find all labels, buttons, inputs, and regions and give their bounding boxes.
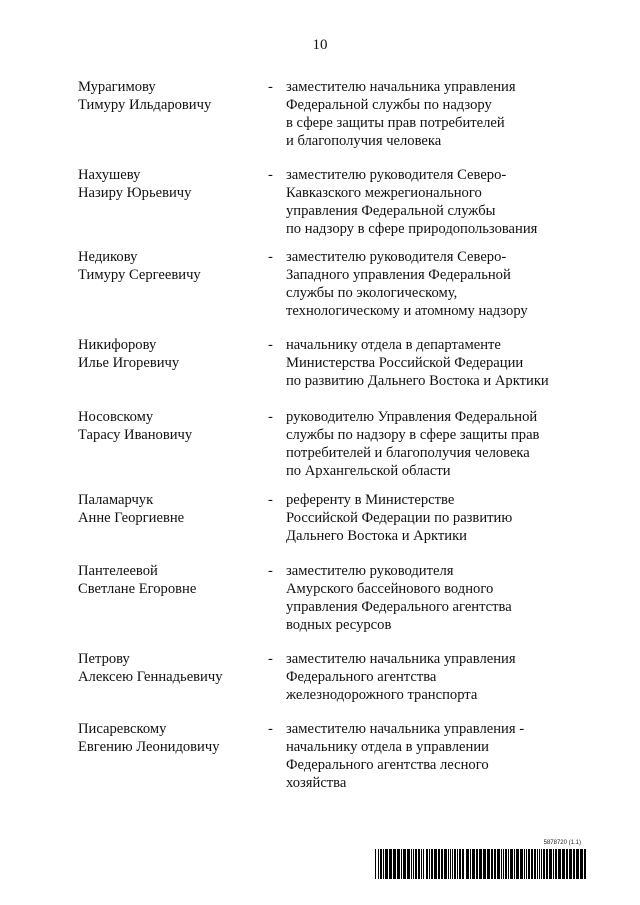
appointee-name	[78, 562, 268, 634]
appointee-position	[286, 336, 576, 390]
name-line: Тимуру Ильдаровичу	[78, 97, 212, 113]
position-line: начальнику отдела в управлении	[286, 739, 489, 755]
appointee-entry	[78, 408, 576, 480]
position-line: по развитию Дальнего Востока и Арктики	[286, 373, 549, 389]
position-line: Федерального агентства	[286, 669, 437, 685]
appointee-position	[286, 166, 576, 238]
position-line: заместителю начальника управления	[286, 79, 516, 95]
position-line: потребителей и благополучия человека	[286, 445, 530, 461]
name-line: Паламарчук	[78, 492, 154, 508]
appointee-entry	[78, 336, 576, 390]
entry-dash: -	[268, 337, 273, 353]
position-line: технологическому и атомному надзору	[286, 303, 528, 319]
name-line: Светлане Егоровне	[78, 581, 197, 597]
name-line: Носовскому	[78, 409, 154, 425]
appointee-entry	[78, 491, 576, 545]
name-line: Мурагимову	[78, 79, 156, 95]
name-line: Никифорову	[78, 337, 157, 353]
position-line: службы по надзору в сфере защиты прав	[286, 427, 540, 443]
barcode-caption: 5878720 (1.1)	[543, 840, 581, 846]
appointee-entry	[78, 720, 576, 792]
appointee-name	[78, 491, 268, 545]
position-line: по надзору в сфере природопользования	[286, 221, 538, 237]
position-line: Министерства Российской Федерации	[286, 355, 524, 371]
position-line: Западного управления Федеральной	[286, 267, 511, 283]
position-line: Российской Федерации по развитию	[286, 510, 513, 526]
appointee-entry	[78, 78, 576, 150]
barcode-image	[375, 849, 587, 879]
position-line: начальнику отдела в департаменте	[286, 337, 501, 353]
page-number: 10	[312, 37, 328, 53]
name-line: Недикову	[78, 249, 138, 265]
position-line: службы по экологическому,	[286, 285, 458, 301]
name-line: Илье Игоревичу	[78, 355, 180, 371]
appointee-position	[286, 408, 576, 480]
name-line: Писаревскому	[78, 721, 167, 737]
position-line: хозяйства	[286, 775, 347, 791]
position-line: Федерального агентства лесного	[286, 757, 489, 773]
appointee-position	[286, 720, 576, 792]
position-line: заместителю руководителя Северо-	[286, 167, 507, 183]
name-line: Назиру Юрьевичу	[78, 185, 192, 201]
appointee-name	[78, 650, 268, 704]
appointee-position	[286, 562, 576, 634]
entry-dash: -	[268, 721, 273, 737]
appointee-position	[286, 491, 576, 545]
appointee-name	[78, 720, 268, 792]
entry-dash: -	[268, 79, 273, 95]
position-line: референту в Министерстве	[286, 492, 455, 508]
entry-dash: -	[268, 249, 273, 265]
appointee-name	[78, 166, 268, 238]
appointee-entry	[78, 166, 576, 238]
position-line: в сфере защиты прав потребителей	[286, 115, 505, 131]
position-line: Федеральной службы по надзору	[286, 97, 492, 113]
appointee-name	[78, 248, 268, 320]
entry-dash: -	[268, 492, 273, 508]
appointee-entry	[78, 650, 576, 704]
name-line: Евгению Леонидовичу	[78, 739, 220, 755]
entry-dash: -	[268, 563, 273, 579]
appointee-entry	[78, 248, 576, 320]
barcode-block	[375, 840, 587, 880]
appointee-name	[78, 78, 268, 150]
appointee-position	[286, 248, 576, 320]
appointee-name	[78, 336, 268, 390]
position-line: руководителю Управления Федеральной	[286, 409, 538, 425]
name-line: Анне Георгиевне	[78, 510, 185, 526]
position-line: железнодорожного транспорта	[286, 687, 478, 703]
name-line: Петрову	[78, 651, 130, 667]
position-line: и благополучия человека	[286, 133, 442, 149]
position-line: заместителю руководителя Северо-	[286, 249, 507, 265]
position-line: Кавказского межрегионального	[286, 185, 482, 201]
name-line: Алексею Геннадьевичу	[78, 669, 223, 685]
entry-dash: -	[268, 167, 273, 183]
position-line: водных ресурсов	[286, 617, 392, 633]
appointee-name	[78, 408, 268, 480]
position-line: управления Федеральной службы	[286, 203, 496, 219]
appointee-position	[286, 78, 576, 150]
name-line: Нахушеву	[78, 167, 141, 183]
name-line: Тарасу Ивановичу	[78, 427, 193, 443]
position-line: управления Федерального агентства	[286, 599, 512, 615]
position-line: заместителю начальника управления -	[286, 721, 525, 737]
name-line: Пантелеевой	[78, 563, 158, 579]
position-line: заместителю руководителя	[286, 563, 454, 579]
position-line: Амурского бассейнового водного	[286, 581, 494, 597]
name-line: Тимуру Сергеевичу	[78, 267, 201, 283]
position-line: заместителю начальника управления	[286, 651, 516, 667]
appointee-entry	[78, 562, 576, 634]
entry-dash: -	[268, 651, 273, 667]
position-line: Дальнего Востока и Арктики	[286, 528, 467, 544]
appointee-position	[286, 650, 576, 704]
entry-dash: -	[268, 409, 273, 425]
position-line: по Архангельской области	[286, 463, 451, 479]
